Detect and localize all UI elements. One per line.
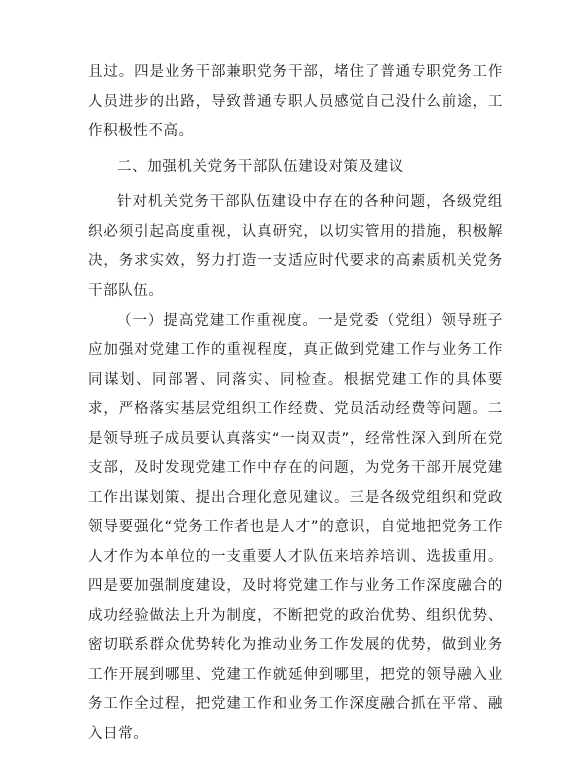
document-body — [88, 58, 503, 750]
paragraph-continuation: 且过。四是业务干部兼职党务干部，堵住了普通专职党务工作人员进步的出路，导致普通专职人员感觉自己没什么前途，工作积极性不高。 — [88, 64, 503, 139]
paragraph-subsection-one: （一）提高党建工作重视度。一是党委（党组）领导班子应加强对党建工作的重视程度，真正做到党建工作与业务工作同谋划、同部署、同落实、同检查。根据党建工作的具体要求，严格落实基层党组织工作经费、党员活动经费等问题。二是领导班子成员要认真落实“一岗双责”，经常性深入到所在党支部，及时发现党建工作中存在的问题，为党务干部开展党建工作出谋划策、提出合理化意见建议。三是各级党组织和党政领导要强化“党务工作者也是人才”的意识，自觉地把党务工作人才作为本单位的一支重要人才队伍来培养培训、选拔重用。四是要加强制度建设，及时将党建工作与业务工作深度融合的成功经验做法上升为制度，不断把党的政治优势、组织优势、密切联系群众优势转化为推动业务工作发展的优势，做到业务工作开展到哪里、党建工作就延伸到哪里，把党的领导融入业务工作全过程，把党建工作和业务工作深度融合抓在平常、融入日常。 — [88, 312, 503, 742]
section-heading: 二、加强机关党务干部队伍建设对策及建议 — [117, 158, 404, 175]
paragraph-intro: 针对机关党务干部队伍建设中存在的各种问题，各级党组织必须引起高度重视，认真研究，以切实管用的措施，积极解决，务求实效，努力打造一支适应时代要求的高素质机关党务干部队伍。 — [88, 194, 503, 299]
